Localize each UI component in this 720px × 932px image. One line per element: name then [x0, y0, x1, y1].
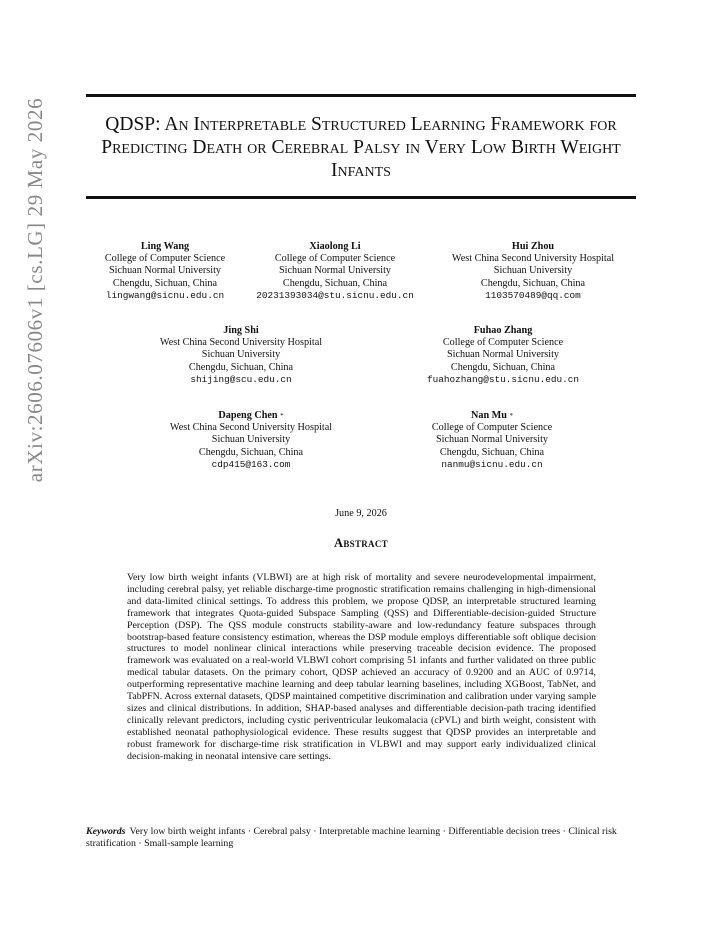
keywords-list: Very low birth weight infants · Cerebral palsy · Interpretable machine learning · Differentiable decision trees · Clinical risk stratification · Small-sample learning — [86, 826, 617, 849]
author-email: 20231393034@stu.sicnu.edu.cn — [256, 289, 414, 301]
abstract-text: Very low birth weight infants (VLBWI) are at high risk of mortality and severe neurodevelopmental impairment, including cerebral palsy, yet reliable discharge-time prognostic stratification remains challenging in high-dimensional and data-limited clinical settings. To address this problem, we propose QDSP, an interpretable structured learning framework that integrates Quota-guided Subspace Sampling (QSS) and Differentiable-decision-guided Structure Perception (DSP). The QSS module constructs stability-aware and low-redundancy feature subspaces through bootstrap-based feature consistency estimation, whereas the DSP module employs differentiable soft oblique decision structures to model nonlinear clinical interactions while preserving traceable decision evidence. The proposed framework was evaluated on a real-world VLBWI cohort comprising 51 infants and further validated on three public medical tabular datasets. On the primary cohort, QDSP achieved an accuracy of 0.9200 and an AUC of 0.9714, outperforming representative machine learning and deep tabular learning baselines, including XGBoost, TabNet, and TabPFN. Across external datasets, QDSP maintained competitive discrimination and calibration under varying sample sizes and clinical distributions. In addition, SHAP-based analyses and differentiable decision-path tracing identified clinically relevant predictors, including cystic periventricular leukomalacia (cPVL) and birth weight, consistent with established neonatal pathophysiological evidence. These results suggest that QDSP provides an interpretable and robust framework for discharge-time risk stratification in VLBWI and may support early individualized clinical decision-making in neonatal intensive care settings. — [127, 572, 596, 762]
author-location: Chengdu, Sichuan, China — [480, 277, 586, 289]
author-block — [398, 325, 608, 386]
corresponding-mark: * — [280, 412, 284, 420]
author-block — [86, 241, 244, 302]
paper-title: QDSP: An Interpretable Structured Learning Framework for Predicting Death or Cerebral Palsy in Very Low Birth Weight Infants — [101, 114, 621, 181]
author-institution: Sichuan Normal University — [435, 434, 549, 446]
author-block — [246, 241, 424, 302]
author-location: Chengdu, Sichuan, China — [188, 361, 294, 373]
author-institution: Sichuan Normal University — [446, 349, 560, 361]
abstract-heading: Abstract — [334, 536, 388, 550]
author-institution: Sichuan Normal University — [278, 265, 392, 277]
author-department: West China Second University Hospital — [451, 253, 615, 265]
author-name: Ling Wang — [140, 241, 190, 252]
corresponding-mark: * — [509, 412, 513, 420]
author-block — [436, 241, 630, 302]
author-block — [144, 325, 338, 386]
author-name: Nan Mu * — [471, 410, 513, 421]
author-department: College of Computer Science — [442, 337, 564, 349]
keywords-section — [86, 826, 638, 850]
author-name: Dapeng Chen * — [218, 410, 284, 421]
author-department: College of Computer Science — [104, 253, 226, 265]
arxiv-identifier: arXiv:2606.07606v1 [cs.LG] 29 May 2026 — [23, 97, 47, 483]
author-name: Fuhao Zhang — [473, 325, 533, 336]
author-location: Chengdu, Sichuan, China — [439, 446, 545, 458]
author-location: Chengdu, Sichuan, China — [282, 277, 388, 289]
author-name: Xiaolong Li — [309, 241, 361, 252]
author-institution: Sichuan Normal University — [108, 265, 222, 277]
author-email: shijing@scu.edu.cn — [190, 373, 292, 385]
keywords-label: Keywords — [86, 826, 126, 837]
author-name: Hui Zhou — [511, 241, 555, 252]
author-location: Chengdu, Sichuan, China — [112, 277, 218, 289]
author-department: College of Computer Science — [431, 422, 553, 434]
author-department: College of Computer Science — [274, 253, 396, 265]
author-institution: Sichuan University — [211, 434, 291, 446]
author-email: 1103570489@qq.com — [485, 289, 581, 301]
author-block — [152, 410, 350, 471]
author-block — [410, 410, 574, 471]
author-institution: Sichuan University — [493, 265, 573, 277]
author-name: Jing Shi — [223, 325, 259, 336]
title-top-rule — [86, 94, 636, 97]
author-email: nanmu@sicnu.edu.cn — [441, 458, 543, 470]
author-email: cdp415@163.com — [211, 458, 291, 470]
author-department: West China Second University Hospital — [169, 422, 333, 434]
author-location: Chengdu, Sichuan, China — [450, 361, 556, 373]
author-location: Chengdu, Sichuan, China — [198, 446, 304, 458]
author-email: fuahozhang@stu.sicnu.edu.cn — [427, 373, 579, 385]
author-institution: Sichuan University — [201, 349, 281, 361]
author-department: West China Second University Hospital — [159, 337, 323, 349]
title-bottom-rule — [86, 196, 636, 199]
publication-date: June 9, 2026 — [335, 508, 387, 519]
author-email: lingwang@sicnu.edu.cn — [105, 289, 225, 301]
